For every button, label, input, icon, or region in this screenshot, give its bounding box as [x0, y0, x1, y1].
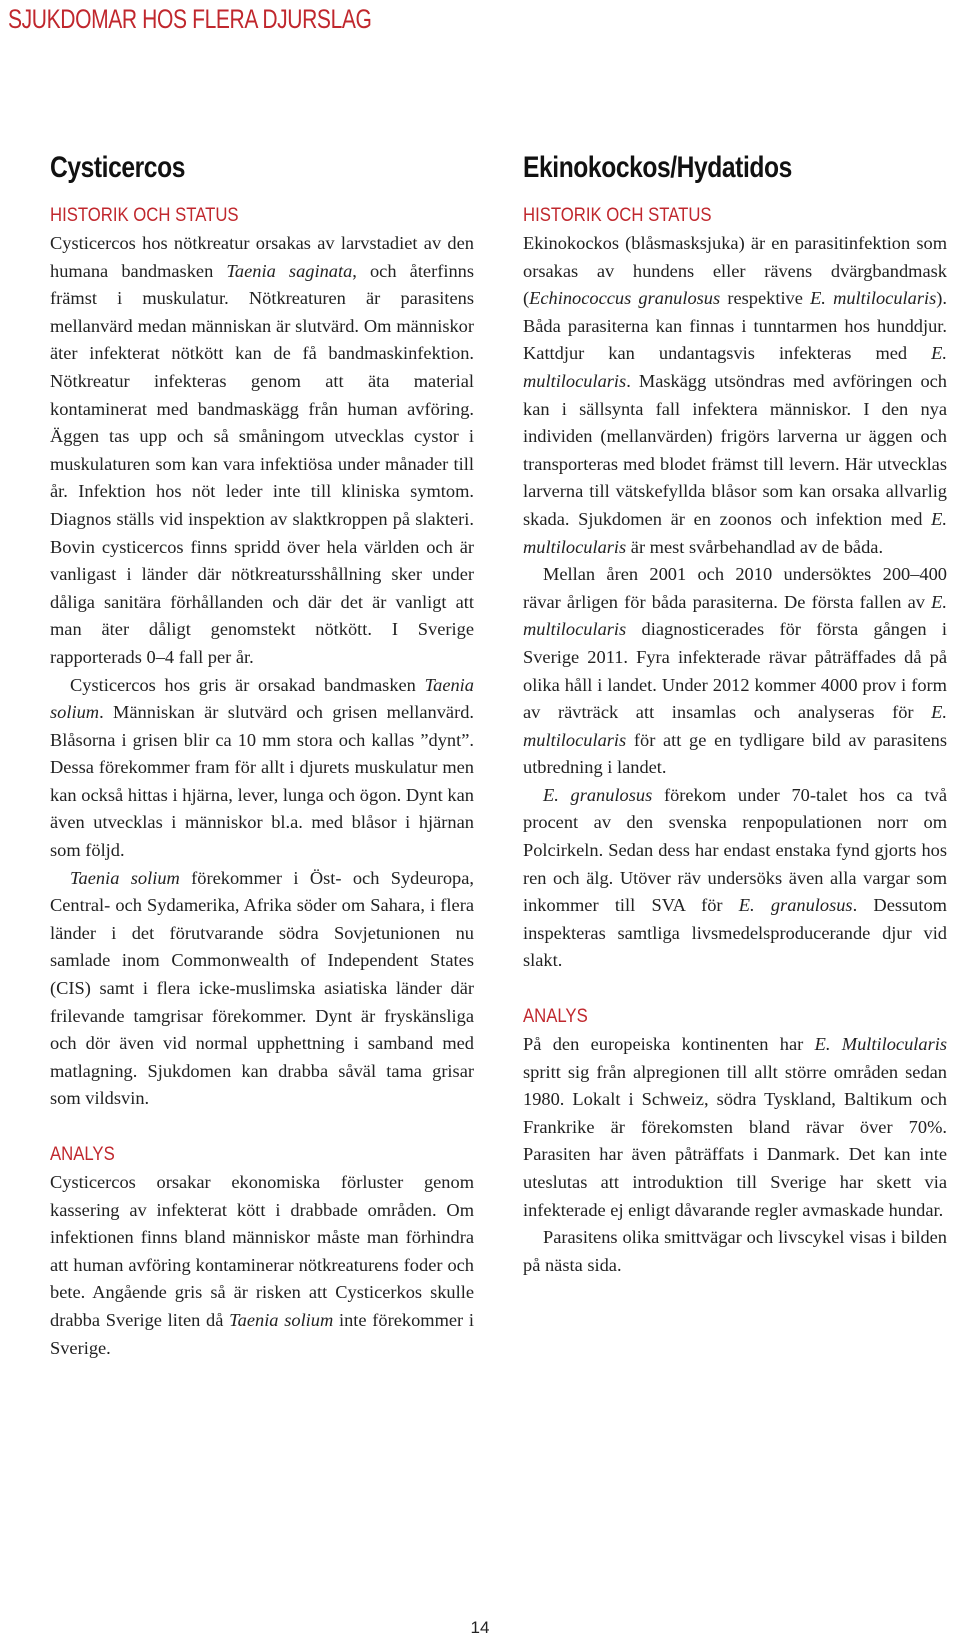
italic-term: E. multilocularis [523, 343, 947, 391]
paragraph: Cysticercos hos nötkreatur orsakas av larvstadiet av den humana bandmasken Taenia saginata, och återfinns främst i muskulatur. Nötkreaturen är parasitens mellanvärd medan människan är slutvärd. Om människor äter infekterat nötkött kan de få bandmaskinfektion. Nötkreatur infekteras genom att äta material kontaminerat med bandmaskägg från human avföring. Äggen tas upp och så småningom utvecklas cystor i muskulaturen som kan vara infektiösa under månader till år. Infektion hos nöt leder inte till kliniska symtom. Diagnos ställs vid inspektion av slaktkroppen på slakteri. Bovin cysticercos finns spridd över hela världen och är vanligast i länder där nötkreatursshållning sker under dåliga sanitära förhållanden och där det är vanligt att man äter dåligt genomstekt nötkött. I Sverige rapporterads 0–4 fall per år. [50, 233, 474, 667]
italic-term: E. multilocularis [810, 288, 937, 309]
paragraph: Taenia solium förekommer i Öst- och Sydeuropa, Central- och Sydamerika, Afrika söder om Sahara, i flera länder i det förutvarande södra Sovjetunionen nu samlade inom Commonwealth of Independent States (CIS) samt i flera icke-muslimska asiatiska länder där frilevande tamgrisar förekommer. Dynt är fryskänsliga och dör även vid normal upphettning i samband med matlagning. Sjukdomen kan drabba såväl tama grisar som vildsvin. [50, 867, 475, 1109]
italic-term: E. Multilocularis [814, 1034, 947, 1055]
article-title-ekinokockos: Ekinokockos/Hydatidos [523, 151, 792, 184]
section-heading-analys: ANALYS [523, 1006, 588, 1028]
left-column [50, 150, 474, 1362]
page-number: 14 [470, 1618, 490, 1637]
paragraph: E. granulosus förekom under 70-talet hos ca två procent av den svenska renpopulationen norr om Polcirkeln. Sedan dess har endast enstaka fynd gjorts hos ren och älg. Utöver räv undersöks även alla vargar som inkommer till SVA för E. granulosus. Dessutom inspekteras samtliga livsmedelsproducerande djur vid slakt. [523, 784, 947, 971]
section-heading-analys: ANALYS [50, 1144, 115, 1165]
italic-term: E. granulosus [738, 895, 853, 916]
italic-term: E. multilocularis [523, 702, 947, 750]
paragraph: Ekinokockos (blåsmasksjuka) är en parasitinfektion som orsakas av hundens eller rävens dvärgbandmask (Echinococcus granulosus respektive E. multilocularis). Båda parasiterna kan finnas i tunntarmen hos hunddjur. Kattdjur kan undantagsvis infekteras med E. multilocularis. Maskägg utsöndras med avföringen och kan i sällsynta fall infektera människor. I den nya individen (mellanvärden) frigörs larverna ur äggen och transporteras med blodet främst till levern. Här utvecklas larverna till vätskefyllda blåsor som kan orsaka allvarlig skada. Sjukdomen är en zoonos och infektion med E. multilocularis är mest svårbehandlad av de båda. [523, 233, 947, 557]
italic-term: Echinococcus granulosus [529, 288, 721, 309]
italic-term: E. granulosus [543, 784, 653, 805]
right-column [523, 150, 947, 1279]
paragraph: Cysticercos hos gris är orsakad bandmasken Taenia solium. Människan är slutvärd och grisen mellanvärd. Blåsorna i grisen blir ca 10 mm stora och kallas ”dynt”. Dessa förekommer fram för allt i djurets muskulatur men kan också hittas i hjärna, lever, lunga och ögon. Dynt kan även utvecklas i människor bl.a. med blåsor i hjärnan som följd. [50, 674, 474, 861]
section-heading-historik: HISTORIK OCH STATUS [50, 205, 239, 226]
italic-term: E. multilocularis [523, 508, 947, 557]
running-head: SJUKDOMAR HOS FLERA DJURSLAG [8, 4, 372, 34]
italic-term: Taenia solium [229, 1309, 334, 1330]
italic-term: Taenia solium [50, 674, 474, 723]
italic-term: Taenia solium [70, 867, 180, 888]
article-title-cysticercos: Cysticercos [50, 151, 185, 184]
paragraph: På den europeiska kontinenten har E. Multilocularis spritt sig från alpregionen till allt större områden sedan 1980. Lokalt i Schweiz, södra Tyskland, Baltikum och Frankrike är förekomsten bland rävar över 70%. Parasiten har även påträffats i Danmark. Det kan inte uteslutas att introduktion till Sverige har skett via infekterade ej enligt dåvarande regler avmaskade hundar. [523, 1034, 947, 1220]
paragraph: Parasitens olika smittvägar och livscykel visas i bilden på nästa sida. [523, 1227, 947, 1275]
italic-term: Taenia saginata [226, 260, 353, 281]
italic-term: E. multilocularis [523, 591, 947, 640]
paragraph: Cysticercos orsakar ekonomiska förluster genom kassering av infekterat kött i drabbade områden. Om infektionen finns bland människor måste man förhindra att human avföring kontaminerar nötkreaturens foder och bete. Angående gris så är risken att Cysticerkos skulle drabba Sverige liten då Taenia solium inte förekommer i Sverige. [50, 1172, 474, 1358]
paragraph: Mellan åren 2001 och 2010 undersöktes 200–400 rävar årligen för båda parasiterna. De första fallen av E. multilocularis diagnosticerades för första gången i Sverige 2011. Fyra infekterade rävar påträffades då på olika håll i landet. Under 2012 kommer 4000 prov i form av rävträck att insamlas och analyseras för E. multilocularis för att ge en tydligare bild av parasitens utbredning i landet. [523, 564, 947, 778]
section-heading-historik: HISTORIK OCH STATUS [523, 205, 712, 226]
